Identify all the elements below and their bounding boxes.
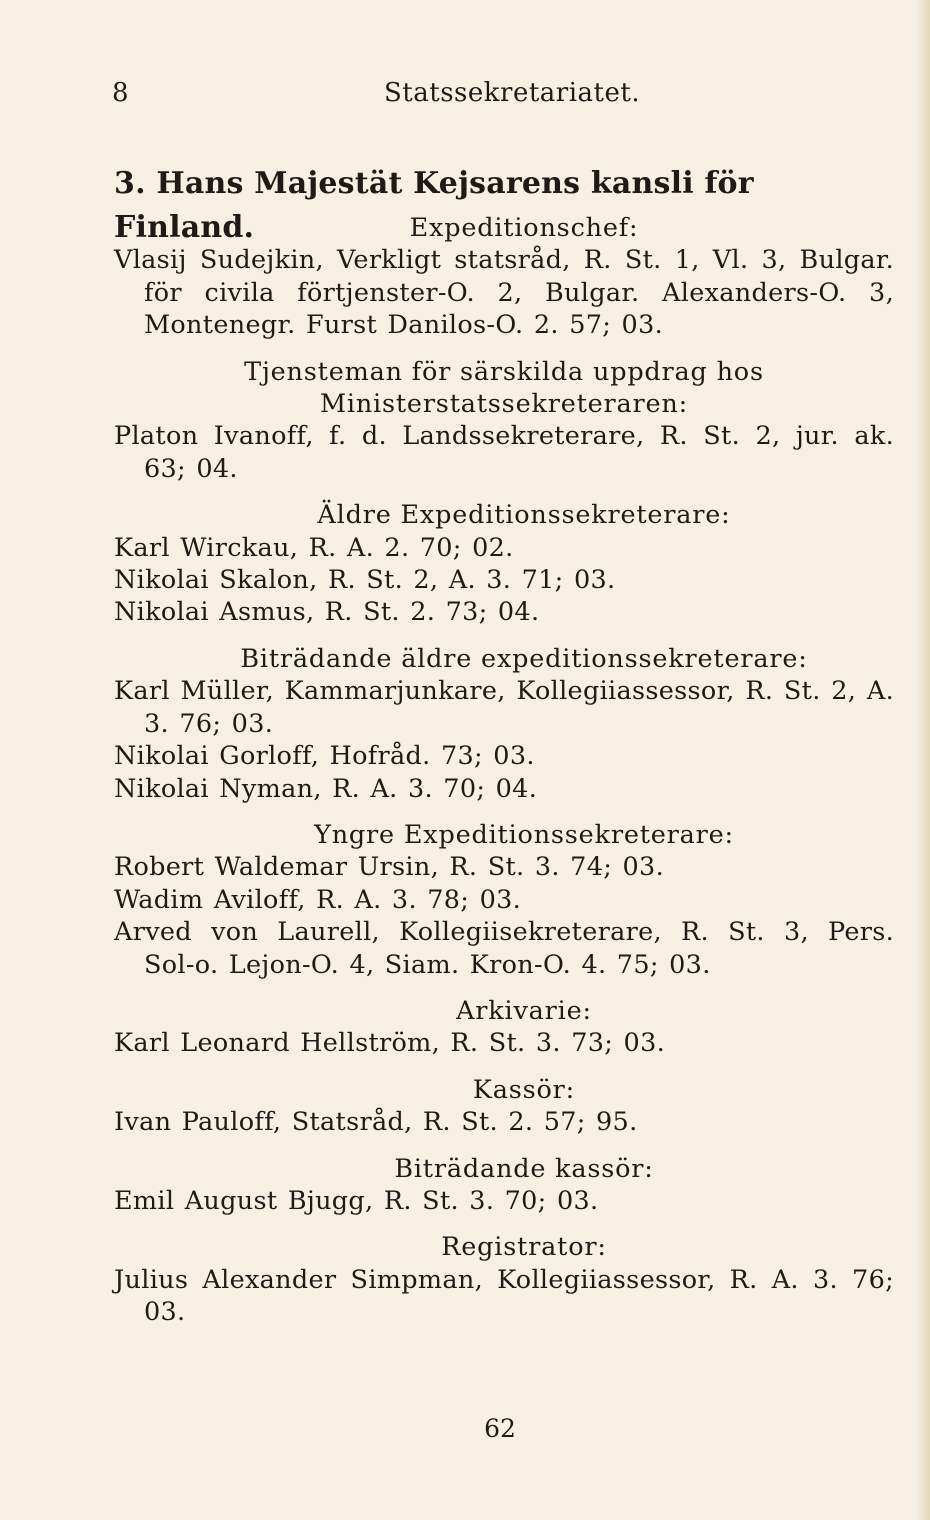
- entry-laurell: Arved von Laurell, Kollegiisekreterare, R. St. 3, Pers. Sol-o. Lejon-O. 4, Siam. Kron-O. 4. 75; 03.: [114, 917, 894, 980]
- heading-bitradande-aldre: Biträdande äldre expeditionssekreterare:: [240, 643, 808, 674]
- running-head: [112, 78, 892, 118]
- entry-ivanoff: Platon Ivanoff, f. d. Landssekreterare, R. St. 2, jur. ak. 63; 04.: [114, 421, 894, 484]
- page-body: [114, 162, 894, 1329]
- entry-ursin: Robert Waldemar Ursin, R. St. 3. 74; 03.: [114, 852, 664, 883]
- entry-simpman: Julius Alexander Simpman, Kollegiiassessor, R. A. 3. 76; 03.: [114, 1264, 894, 1328]
- section-title: 3. Hans Majestät Kejsarens kansli för Finland.: [114, 166, 754, 245]
- entry-sudejkin: Vlasij Sudejkin, Verkligt statsråd, R. St. 1, Vl. 3, Bulgar. för civila förtjenster-O. 2, Bulgar. Alexanders-O. 3, Montenegr. Furst Danilos-O. 2. 57; 03.: [114, 245, 894, 341]
- heading-aldre-expeditionssekreterare: Äldre Expeditionssekreterare:: [317, 500, 731, 531]
- heading-kassor: Kassör:: [472, 1074, 576, 1105]
- entry-asmus: Nikolai Asmus, R. St. 2. 73; 04.: [114, 597, 540, 628]
- entry-pauloff: Ivan Pauloff, Statsråd, R. St. 2. 57; 95.: [114, 1107, 638, 1138]
- entry-nyman: Nikolai Nyman, R. A. 3. 70; 04.: [114, 773, 538, 804]
- entry-aviloff: Wadim Aviloff, R. A. 3. 78; 03.: [114, 884, 522, 915]
- heading-tjensteman: Tjensteman för särskilda uppdrag hos Ministerstatssekreteraren:: [244, 356, 764, 420]
- heading-yngre-expeditionssekreterare: Yngre Expeditionssekreterare:: [314, 819, 734, 850]
- page-folio: 62: [484, 1414, 516, 1443]
- running-head-title: Statssekretariatet.: [384, 78, 641, 108]
- section-tjensteman: [114, 356, 894, 486]
- heading-registrator: Registrator:: [441, 1232, 607, 1263]
- section-kassor: [114, 1074, 894, 1139]
- section-arkivarie: [114, 995, 894, 1060]
- heading-arkivarie: Arkivarie:: [456, 995, 592, 1026]
- entry-gorloff: Nikolai Gorloff, Hofråd. 73; 03.: [114, 741, 535, 772]
- section-aldre-expeditionssekreterare: [114, 499, 894, 629]
- entry-hellstrom: Karl Leonard Hellström, R. St. 3. 73; 03.: [114, 1028, 666, 1059]
- page-edge: [916, 0, 930, 1520]
- entry-wirckau: Karl Wirckau, R. A. 2. 70; 02.: [114, 532, 514, 563]
- running-head-page-number: 8: [112, 78, 129, 108]
- entry-muller: Karl Müller, Kammarjunkare, Kollegiiassessor, R. St. 2, A. 3. 76; 03.: [114, 676, 894, 739]
- section-bitradande-kassor: [114, 1153, 894, 1218]
- section-yngre-expeditionssekreterare: [114, 819, 894, 981]
- section-registrator: [114, 1231, 894, 1328]
- section-bitradande-aldre: [114, 643, 894, 805]
- heading-expeditionschef: Expeditionschef:: [409, 213, 639, 243]
- heading-bitradande-kassor: Biträdande kassör:: [394, 1153, 654, 1184]
- entry-skalon: Nikolai Skalon, R. St. 2, A. 3. 71; 03.: [114, 565, 616, 596]
- entry-bjugg: Emil August Bjugg, R. St. 3. 70; 03.: [114, 1185, 599, 1216]
